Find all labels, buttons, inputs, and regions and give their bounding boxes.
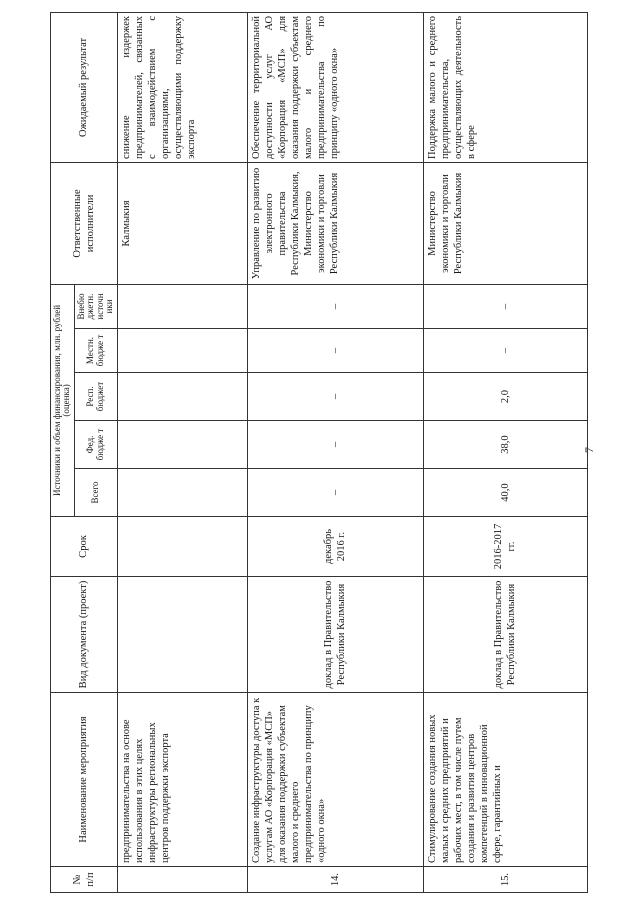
row-fed: 38,0 bbox=[423, 421, 587, 469]
page-number: 7 bbox=[582, 447, 596, 453]
row-num bbox=[117, 867, 247, 893]
row-extra: – bbox=[247, 284, 423, 328]
header-executors: Ответственные исполнители bbox=[51, 162, 118, 284]
row-executors: Управление по развитию электронного правительства Республики Калмыкия, Министерство экономики и торговли Республики Калмыкия bbox=[247, 162, 423, 284]
row-resp bbox=[117, 373, 247, 421]
header-total: Всего bbox=[74, 469, 117, 517]
table-row bbox=[247, 12, 423, 892]
header-num: № п/п bbox=[51, 867, 118, 893]
row-result: снижение издержек предпринимателей, связанных с взаимодействием с организациями, осуществляющими поддержку экспорта bbox=[117, 12, 247, 162]
events-table bbox=[50, 12, 588, 893]
row-doc bbox=[117, 577, 247, 693]
row-resp: 2,0 bbox=[423, 373, 587, 421]
row-result: Обеспечение территориальной доступности услуг АО «Корпорация «МСП» для оказания поддержки субъектам малого и среднего предпринимательства по принципу «одного окна» bbox=[247, 12, 423, 162]
row-num: 14. bbox=[247, 867, 423, 893]
row-total: – bbox=[247, 469, 423, 517]
header-result: Ожидаемый результат bbox=[51, 12, 118, 162]
table-row bbox=[117, 12, 247, 892]
row-name: Стимулирование создания новых малых и средних предприятий и рабочих мест, в том числе путем создания и развития центров компетенций в инновационной сфере, гарантийных и bbox=[423, 693, 587, 867]
row-doc: доклад в Правительство Республики Калмыкия bbox=[247, 577, 423, 693]
row-resp: – bbox=[247, 373, 423, 421]
header-term: Срок bbox=[51, 517, 118, 577]
header-fed: Фед. бюдже т bbox=[74, 421, 117, 469]
table-row bbox=[423, 12, 587, 892]
header-funding: Источники и объем финансирования, млн. рублей (оценка) bbox=[51, 284, 75, 516]
row-num: 15. bbox=[423, 867, 587, 893]
row-doc: доклад в Правительство Республики Калмыкия bbox=[423, 577, 587, 693]
row-total bbox=[117, 469, 247, 517]
row-extra: – bbox=[423, 284, 587, 328]
row-total: 40,0 bbox=[423, 469, 587, 517]
row-fed bbox=[117, 421, 247, 469]
row-local: – bbox=[247, 329, 423, 373]
row-extra bbox=[117, 284, 247, 328]
row-name: Создание инфраструктуры доступа к услугам АО «Корпорация «МСП» для оказания поддержки субъектам малого и среднего предпринимательства по принципу «одного окна» bbox=[247, 693, 423, 867]
row-result: Поддержка малого и среднего предпринимательства, осуществляющих деятельность в сфере bbox=[423, 12, 587, 162]
header-local: Местн. бюдже т bbox=[74, 329, 117, 373]
row-executors: Калмыкия bbox=[117, 162, 247, 284]
row-term: декабрь 2016 г. bbox=[247, 517, 423, 577]
row-term: 2016-2017 гг. bbox=[423, 517, 587, 577]
row-local bbox=[117, 329, 247, 373]
row-fed: – bbox=[247, 421, 423, 469]
row-executors: Министерство экономики и торговли Республики Калмыкия bbox=[423, 162, 587, 284]
header-name: Наименование мероприятия bbox=[51, 693, 118, 867]
row-name: предпринимательства на основе использования в этих целях инфраструктуры региональных центров поддержки экспорта bbox=[117, 693, 247, 867]
header-resp: Респ. бюджет bbox=[74, 373, 117, 421]
row-local: – bbox=[423, 329, 587, 373]
row-term bbox=[117, 517, 247, 577]
header-extra: Внебю джетн. источн ики bbox=[74, 284, 117, 328]
header-doc: Вид документа (проект) bbox=[51, 577, 118, 693]
